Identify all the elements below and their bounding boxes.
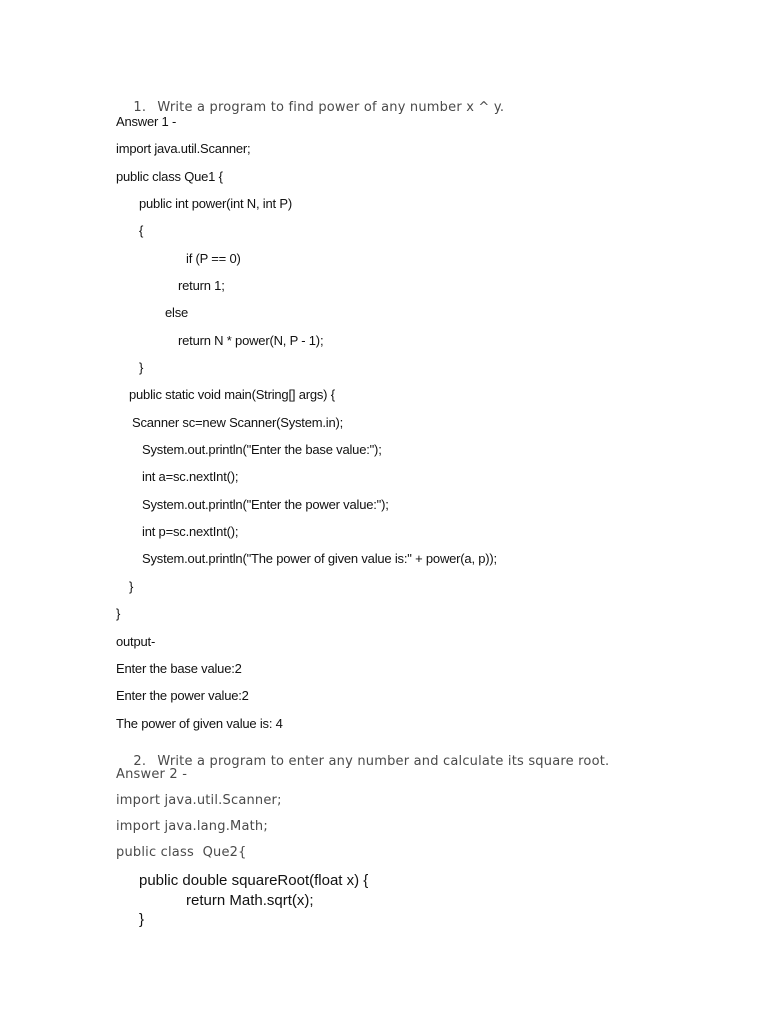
code-line: import java.util.Scanner; [116,793,282,808]
output-line: The power of given value is: 4 [116,716,283,731]
code-line: return N * power(N, P - 1); [178,333,324,348]
code-line: import java.util.Scanner; [116,141,251,156]
output-label: output- [116,634,156,649]
code-line: public class Que1 { [116,169,223,184]
code-line: } [139,911,145,928]
answer-1-label: Answer 1 - [116,114,177,129]
question-1-text: Write a program to find power of any number x ^ y. [157,100,505,115]
question-2-number: 2. [133,754,147,769]
question-2-text: Write a program to enter any number and calculate its square root. [157,754,610,769]
code-line: System.out.println("The power of given value is:" + power(a, p)); [142,551,497,566]
code-line: return 1; [178,278,225,293]
code-line: } [139,360,144,375]
code-line: int p=sc.nextInt(); [142,524,239,539]
code-line: Scanner sc=new Scanner(System.in); [132,415,344,430]
code-line: { [139,223,144,238]
code-line: else [165,305,189,320]
code-line: public double squareRoot(float x) { [139,872,369,889]
question-1-number: 1. [133,100,147,115]
code-line: System.out.println("Enter the power value:"); [142,497,389,512]
code-line: int a=sc.nextInt(); [142,469,239,484]
code-line: import java.lang.Math; [116,819,268,834]
code-line: return Math.sqrt(x); [186,892,314,909]
code-line: public static void main(String[] args) { [129,387,335,402]
code-line: public class Que2{ [116,845,247,860]
output-line: Enter the power value:2 [116,688,249,703]
code-line: if (P == 0) [186,251,241,266]
code-line: System.out.println("Enter the base value:"); [142,442,382,457]
code-line: } [129,579,134,594]
code-line: public int power(int N, int P) [139,196,292,211]
output-line: Enter the base value:2 [116,661,242,676]
code-line: } [116,606,121,621]
answer-2-label: Answer 2 - [116,767,188,782]
question-2 [116,742,609,781]
